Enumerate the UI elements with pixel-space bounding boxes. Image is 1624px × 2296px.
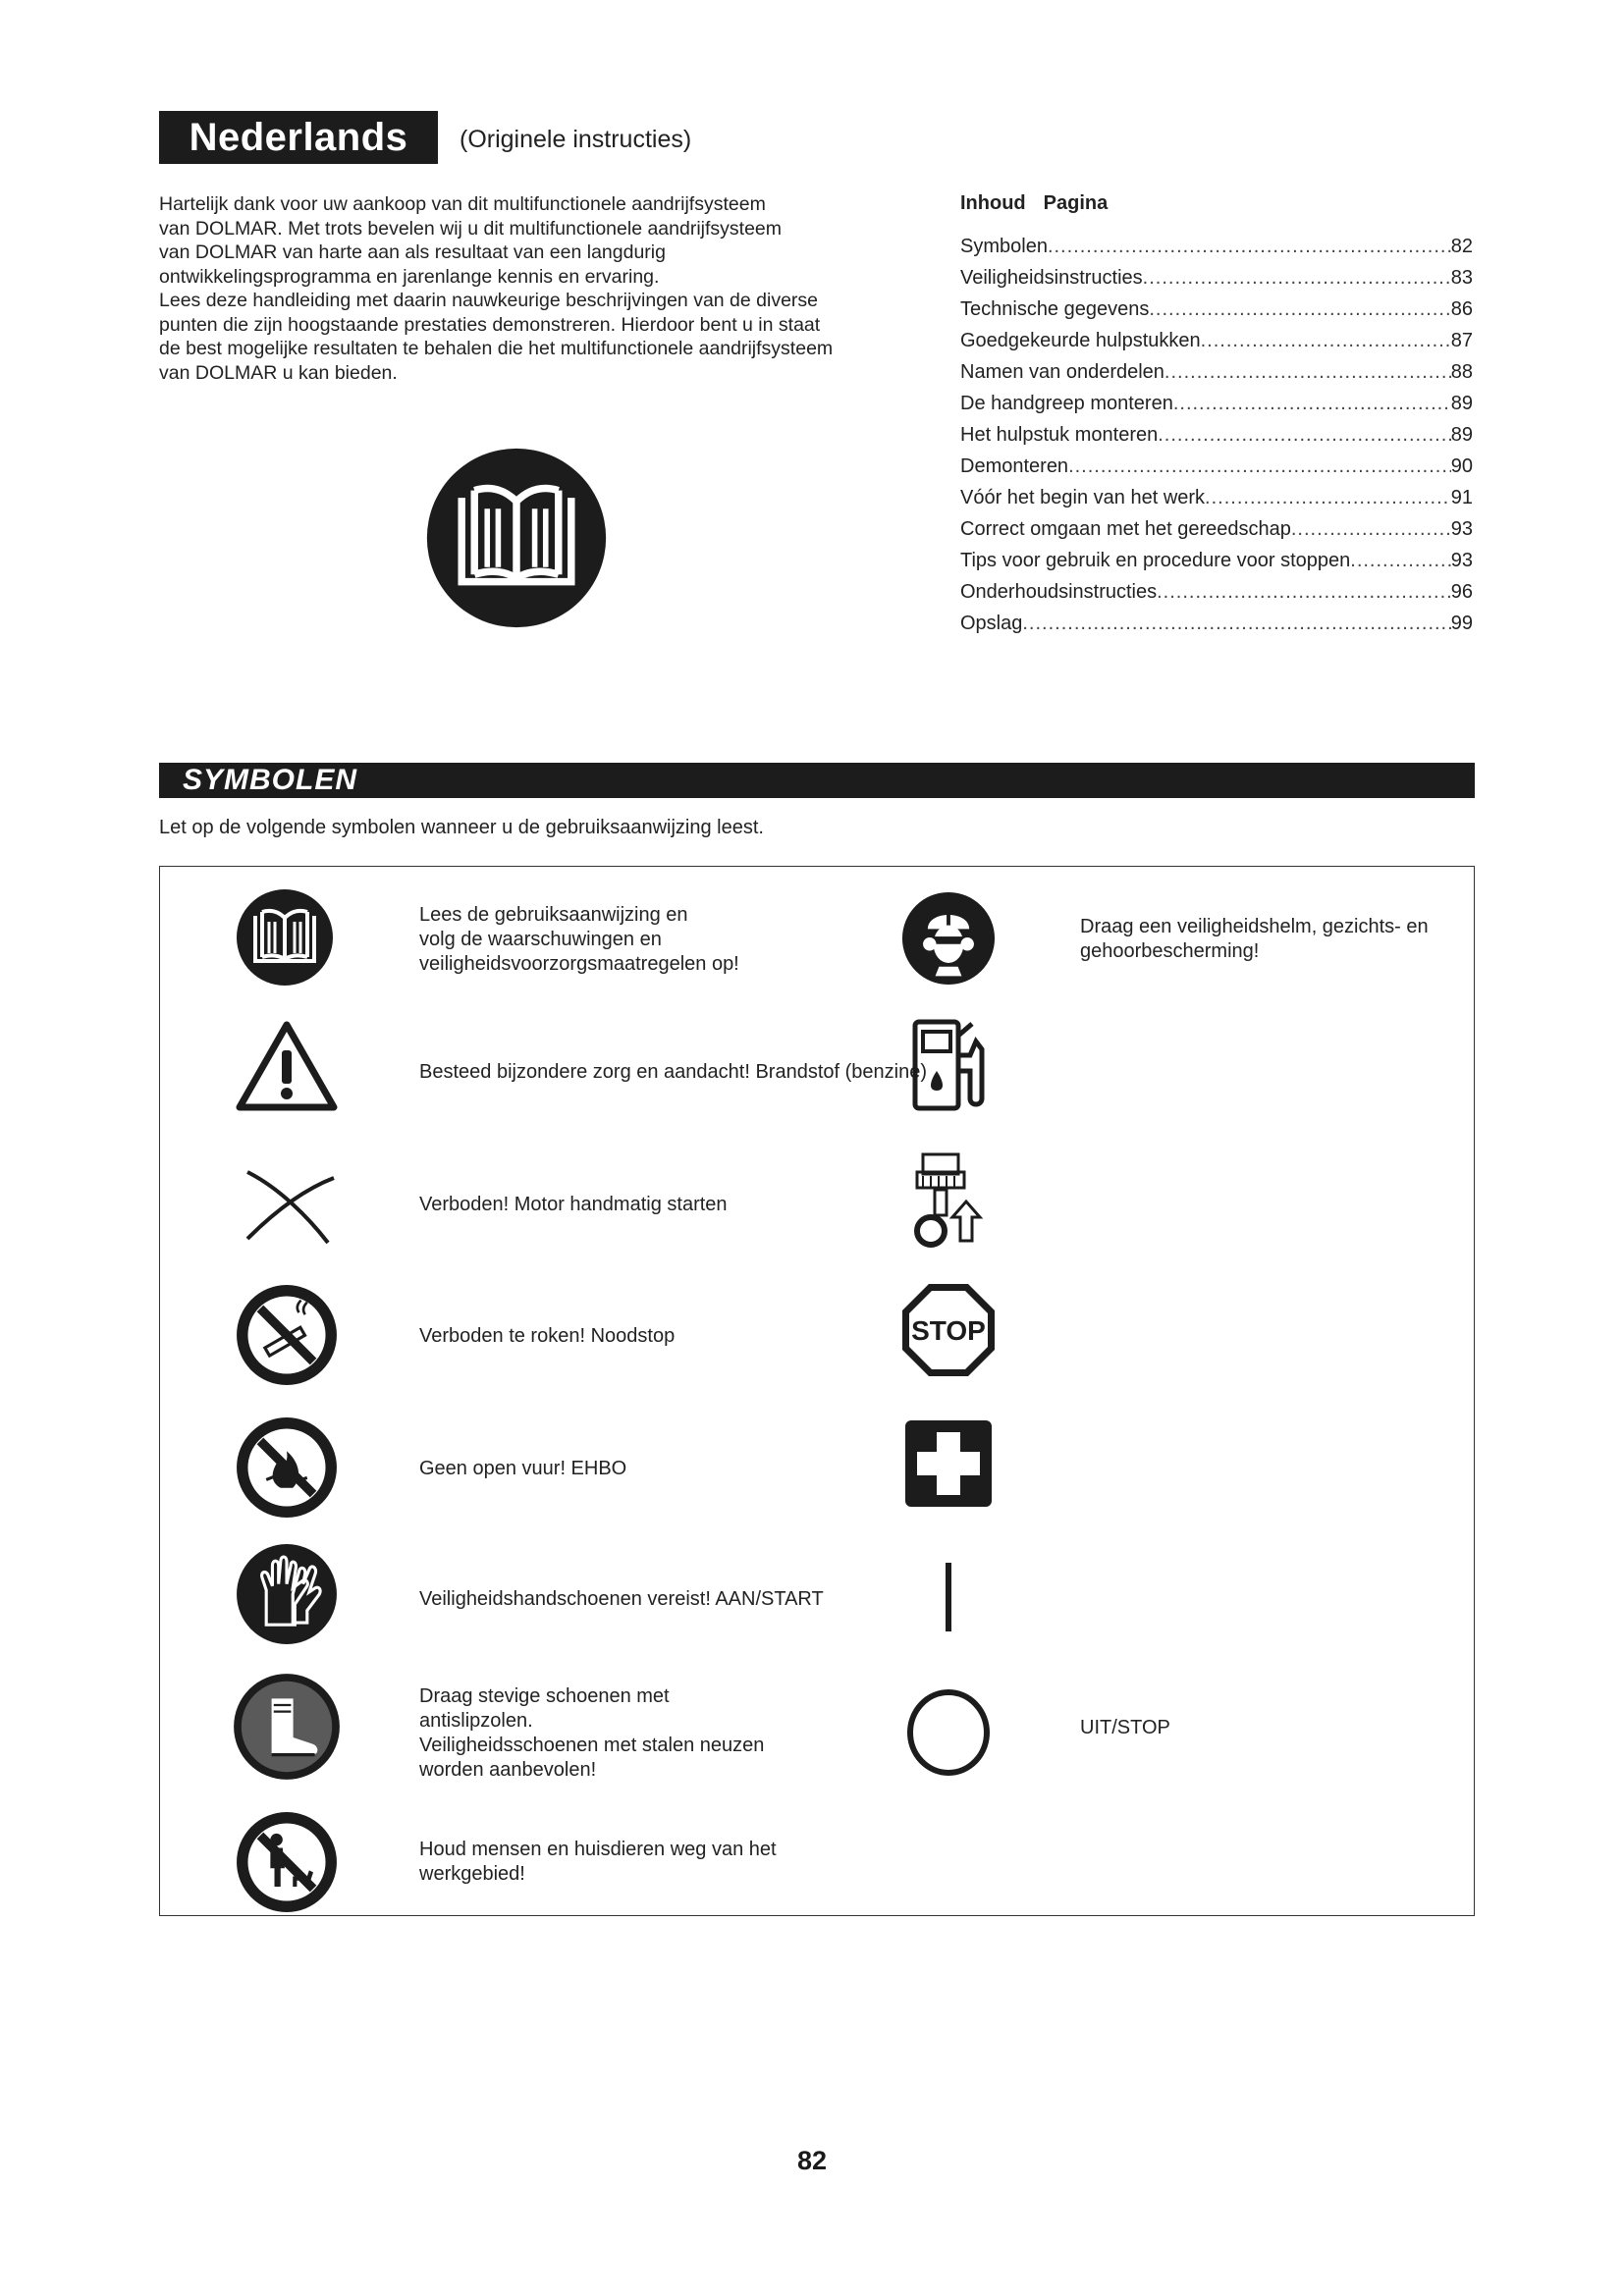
toc-item	[960, 290, 1473, 321]
toc-item-title: Vóór het begin van het werk	[960, 487, 1206, 508]
symbol-description: Verboden te roken! Noodstop	[419, 1325, 676, 1347]
toc-item-page: 88	[1450, 361, 1473, 383]
intro-line: de best mogelijke resultaten te behalen die het multifunctionele aandrijfsysteem	[159, 338, 834, 359]
toc-header-contents: Inhoud	[960, 192, 1026, 214]
toc-item-title: Namen van onderdelen	[960, 361, 1164, 383]
no-open-fire-icon	[236, 1416, 338, 1519]
toc-item	[960, 572, 1473, 604]
toc-item-title: Het hulpstuk monteren	[960, 424, 1159, 446]
symbol-description: Draag stevige schoenen met antislipzolen. Veiligheidsschoenen met stalen neuzen worden aanbevolen!	[419, 1685, 765, 1781]
language-badge: Nederlands	[159, 111, 438, 164]
keep-away-people-pets-icon	[236, 1811, 338, 1913]
prohibited-cross-icon	[240, 1158, 338, 1247]
intro-paragraph	[159, 192, 905, 385]
intro-line: Hartelijk dank voor uw aankoop van dit multifunctionele aandrijfsysteem	[159, 193, 766, 215]
toc-item	[960, 352, 1473, 384]
off-stop-circle-icon	[905, 1688, 992, 1777]
toc-item	[960, 258, 1473, 290]
toc-item	[960, 447, 1473, 478]
section-title-bar: SYMBOLEN	[159, 763, 1475, 798]
read-manual-icon	[425, 447, 608, 629]
symbol-description: Verboden! Motor handmatig starten	[419, 1194, 728, 1215]
toc-item	[960, 384, 1473, 415]
intro-line: punten die zijn hoogstaande prestaties demonstreren. Hierdoor bent u in staat	[159, 313, 821, 336]
symbol-description: UIT/STOP	[1080, 1717, 1170, 1738]
toc-item-page: 99	[1450, 613, 1473, 634]
page-number: 82	[796, 2146, 828, 2175]
symbol-description: Besteed bijzondere zorg en aandacht! Brandstof (benzine)	[419, 1061, 928, 1083]
symbol-description: Lees de gebruiksaanwijzing en volg de waarschuwingen en veiligheidsvoorzorgsmaatregelen op!	[419, 904, 739, 975]
toc-item-page: 90	[1450, 455, 1473, 477]
toc-item-page: 86	[1450, 298, 1473, 320]
toc-item	[960, 604, 1473, 635]
toc-item-title: Opslag	[960, 613, 1023, 634]
subtitle-original-instructions: (Originele instructies)	[460, 126, 692, 153]
symbol-description: Veiligheidshandschoenen vereist! AAN/START	[419, 1588, 824, 1610]
symbol-description: Geen open vuur! EHBO	[419, 1458, 627, 1479]
intro-line: van DOLMAR. Met trots bevelen wij u dit multifunctionele aandrijfsysteem	[159, 217, 783, 240]
toc-item-page: 89	[1450, 424, 1473, 446]
toc-item	[960, 227, 1473, 258]
toc-item-title: Onderhoudsinstructies	[960, 581, 1158, 603]
first-aid-icon	[903, 1418, 994, 1509]
toc-item-page: 82	[1450, 236, 1473, 257]
toc-header	[960, 192, 1473, 215]
toc-item-page: 87	[1450, 330, 1473, 351]
toc-item-page: 96	[1450, 581, 1473, 603]
section-note: Let op de volgende symbolen wanneer u de gebruiksaanwijzing leest.	[159, 817, 764, 838]
no-smoking-icon	[236, 1284, 338, 1386]
toc-item-title: Demonteren	[960, 455, 1069, 477]
symbol-description: Draag een veiligheidshelm, gezichts- en gehoorbescherming!	[1080, 916, 1429, 962]
stop-sign-icon	[899, 1281, 998, 1379]
toc-item	[960, 509, 1473, 541]
toc-header-page: Pagina	[1043, 192, 1109, 214]
safety-boots-icon	[233, 1673, 341, 1781]
toc-item-page: 83	[1450, 267, 1473, 289]
toc-item	[960, 478, 1473, 509]
manual-start-icon	[909, 1148, 988, 1251]
symbols-box	[159, 866, 1475, 1916]
svg-text:STOP: STOP	[911, 1315, 986, 1346]
toc-item-page: 93	[1450, 518, 1473, 540]
table-of-contents	[960, 192, 1473, 635]
toc-item-title: Tips voor gebruik en procedure voor stoppen	[960, 550, 1351, 571]
toc-item-title: De handgreep monteren	[960, 393, 1173, 414]
toc-item	[960, 321, 1473, 352]
toc-item-page: 91	[1450, 487, 1473, 508]
safety-gloves-icon	[236, 1543, 338, 1645]
toc-item-title: Goedgekeurde hulpstukken	[960, 330, 1201, 351]
intro-line: Lees deze handleiding met daarin nauwkeurige beschrijvingen van de diverse	[159, 290, 819, 311]
toc-item-page: 93	[1450, 550, 1473, 571]
intro-line: van DOLMAR u kan bieden.	[159, 361, 398, 384]
helmet-face-ear-protection-icon	[901, 891, 996, 986]
intro-line: van DOLMAR van harte aan als resultaat van een langdurig	[159, 241, 666, 263]
toc-item-title: Veiligheidsinstructies	[960, 267, 1143, 289]
toc-item-title: Technische gegevens	[960, 298, 1150, 320]
toc-item	[960, 541, 1473, 572]
warning-triangle-icon	[236, 1021, 338, 1111]
toc-item-title: Symbolen	[960, 236, 1048, 257]
on-start-bar-icon	[941, 1563, 956, 1631]
fuel-pump-icon	[905, 1016, 994, 1114]
toc-item	[960, 415, 1473, 447]
toc-item-title: Correct omgaan met het gereedschap	[960, 518, 1291, 540]
intro-line: ontwikkelingsprogramma en jarenlange kennis en ervaring.	[159, 265, 660, 288]
read-manual-icon	[236, 888, 334, 987]
toc-item-page: 89	[1450, 393, 1473, 414]
symbol-description: Houd mensen en huisdieren weg van het werkgebied!	[419, 1839, 777, 1885]
